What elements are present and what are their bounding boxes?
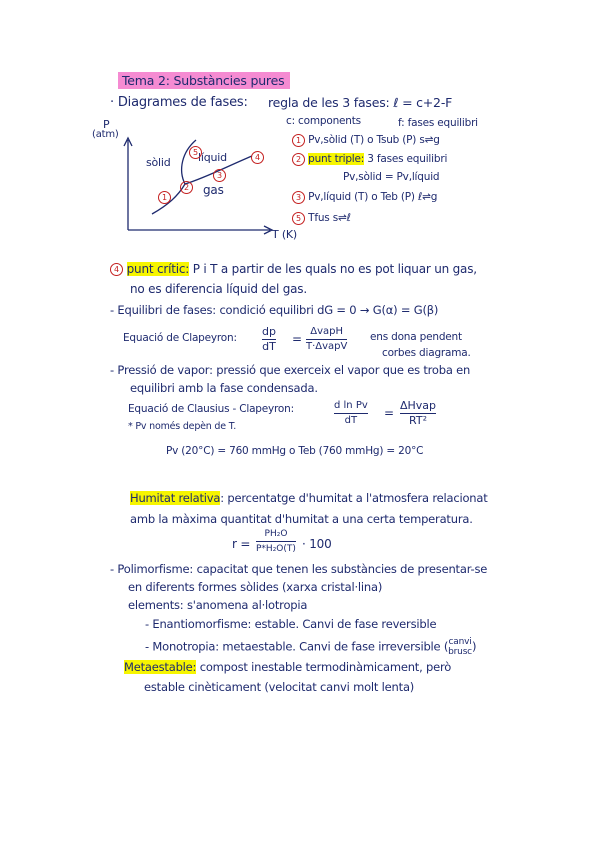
list-item-1-text: Pv,sòlid (T) o Tsub (P) s⇌g	[308, 134, 440, 146]
humidity-label: Humitat relativa	[130, 491, 221, 505]
critical-point-label: punt crític:	[126, 262, 190, 276]
marker-3: 3	[292, 191, 305, 204]
clapeyron-note-2: corbes diagrama.	[382, 347, 471, 359]
triple-point-eq: Pv,sòlid = Pv,líquid	[343, 171, 440, 183]
clausius-equals: =	[384, 406, 394, 420]
clausius-lhs	[334, 400, 368, 427]
cc-den-r: RT²	[409, 414, 427, 427]
r-den: P*H₂O(T)	[256, 544, 296, 554]
monotropy-note-2: brusc	[448, 647, 472, 657]
polymorphism-2: en diferents formes sòlides (xarxa cristal·lina)	[128, 580, 383, 594]
metastable-label: Metaestable:	[124, 660, 197, 674]
humidity-text-2: amb la màxima quantitat d'humitat a una certa temperatura.	[130, 512, 473, 526]
clausius-note: * Pv només depèn de T.	[128, 421, 237, 432]
marker-1: 1	[292, 134, 305, 147]
clap-num-l: dp	[262, 325, 276, 338]
critical-point-text-1: P i T a partir de les quals no es pot liquar un gas,	[192, 262, 477, 276]
list-item-1	[292, 133, 440, 147]
components-def: c: components	[286, 115, 361, 127]
region-liquid: líquid	[198, 151, 227, 164]
clausius-rhs	[400, 400, 436, 427]
cc-num-l: d ln Pv	[334, 400, 368, 411]
list-item-2	[292, 152, 447, 166]
diagram-marker-3: 3	[213, 169, 226, 182]
humidity-r-label: r =	[232, 537, 251, 551]
diagram-marker-4: 4	[251, 151, 264, 164]
axis-p-unit: (atm)	[92, 129, 119, 140]
monotropy-close: )	[471, 639, 477, 654]
clapeyron-lhs	[262, 326, 276, 353]
marker-2: 2	[292, 153, 305, 166]
diagram-heading: · Diagrames de fases:	[110, 95, 248, 110]
vapor-pressure-2: equilibri amb la fase condensada.	[130, 381, 318, 395]
clap-den-r: T·ΔvapV	[306, 341, 348, 352]
metastable-text-1: compost inestable termodinàmicament, però	[199, 660, 452, 674]
monotropy-note	[448, 637, 472, 657]
humidity-line-1	[130, 491, 488, 505]
phases-def: f: fases equilibri	[398, 117, 478, 129]
diagram-marker-1: 1	[158, 191, 171, 204]
monotropy-text: - Monotropia: metaestable. Canvi de fase irreversible (	[145, 639, 449, 654]
diagram-marker-5: 5	[189, 146, 202, 159]
diagram-marker-2: 2	[180, 181, 193, 194]
monotropy-line	[145, 637, 476, 657]
metastable-line-1	[124, 660, 451, 674]
marker-4: 4	[110, 263, 123, 276]
critical-point-text-2: no es diferencia líquid del gas.	[130, 282, 307, 296]
vapor-pressure-1: - Pressió de vapor: pressió que exerceix el vapor que es troba en	[110, 363, 471, 377]
monotropy-note-1: canvi	[448, 637, 472, 647]
clapeyron-label: Equació de Clapeyron:	[123, 332, 237, 344]
triple-point-label: punt triple:	[308, 153, 365, 165]
region-gas: gas	[203, 183, 224, 197]
list-item-3-text: Pv,líquid (T) o Teb (P) ℓ⇌g	[308, 191, 438, 203]
humidity-r-tail: · 100	[302, 537, 332, 551]
region-solid: sòlid	[146, 156, 171, 169]
clap-num-r: ΔvapH	[310, 326, 344, 337]
list-item-3	[292, 190, 437, 204]
axis-p-label: P	[103, 118, 110, 131]
list-item-4	[292, 211, 351, 225]
page-title: Tema 2: Substàncies pures	[118, 72, 290, 89]
phase-rule: regla de les 3 fases: ℓ = c+2-F	[268, 95, 453, 110]
r-num: PH₂O	[264, 529, 288, 539]
marker-5: 5	[292, 212, 305, 225]
critical-point-line	[110, 262, 477, 276]
metastable-text-2: estable cinèticament (velocitat canvi molt lenta)	[144, 680, 415, 694]
vapor-pressure-example: Pv (20°C) = 760 mmHg o Teb (760 mmHg) = 20°C	[166, 445, 424, 457]
enantiomorphism-line: - Enantiomorfisme: estable. Canvi de fase reversible	[145, 617, 437, 631]
clap-den-l: dT	[262, 340, 276, 353]
clausius-label: Equació de Clausius - Clapeyron:	[128, 403, 294, 415]
humidity-fraction	[256, 528, 296, 555]
list-item-2-text: 3 fases equilibri	[367, 153, 448, 165]
cc-num-r: ΔHvap	[400, 399, 437, 412]
equilibrium-line: - Equilibri de fases: condició equilibri dG = 0 → G(α) = G(β)	[110, 303, 439, 317]
cc-den-l: dT	[344, 415, 358, 426]
axis-t-label: T (K)	[272, 228, 298, 241]
clapeyron-rhs	[306, 326, 347, 353]
list-item-4-text: Tfus s⇌ℓ	[308, 212, 351, 224]
clapeyron-note-1: ens dona pendent	[370, 331, 462, 343]
clapeyron-equals: =	[292, 332, 302, 346]
humidity-text-1: : percentatge d'humitat a l'atmosfera relacionat	[220, 491, 488, 505]
polymorphism-1: - Polimorfisme: capacitat que tenen les substàncies de presentar-se	[110, 562, 488, 576]
allotropy-line: elements: s'anomena al·lotropia	[128, 598, 308, 612]
